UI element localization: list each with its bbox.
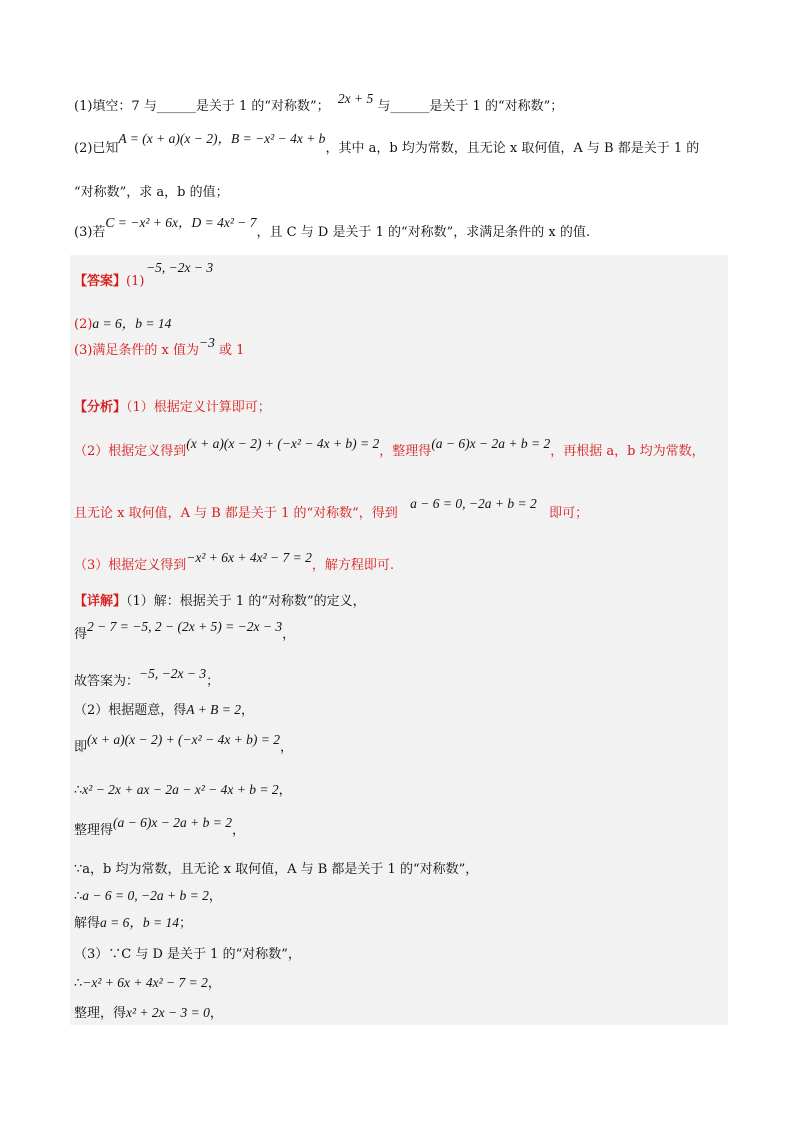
analysis-p3-prefix: 且无论 x 取何值，A 与 B 都是关于 1 的“对称数”，得到 — [74, 506, 398, 521]
question-2-line2 — [74, 183, 229, 203]
detail-d4-expr: A + B = 2 — [186, 702, 241, 717]
detail-line-8 — [74, 860, 478, 880]
answer-3-text: (3)满足条件的 x 值为 — [74, 343, 200, 358]
analysis-p4-expr: −x² + 6x + 4x² − 7 = 2 — [186, 550, 312, 565]
answer-label: 【答案】 — [74, 274, 127, 289]
analysis-label: 【分析】 — [74, 400, 127, 415]
q1-expr: 2x + 5 — [337, 91, 374, 106]
detail-line-12 — [74, 973, 221, 994]
detail-d13-expr: x² + 2x − 3 = 0 — [126, 1005, 210, 1020]
answer-3-expr: −3 — [199, 335, 215, 350]
detail-d2-prefix: 得 — [74, 627, 88, 642]
detail-d5-suffix: ， — [280, 740, 294, 755]
analysis-line-2 — [74, 436, 705, 462]
q1-suffix: 是关于 1 的“对称数”； — [429, 99, 564, 114]
detail-d13-prefix: 整理，得 — [74, 1006, 127, 1021]
q2-line2: “对称数”，求 a，b 的值； — [74, 185, 229, 200]
q1-prefix: (1)填空：7 与 — [74, 99, 157, 114]
detail-d3-suffix: ； — [206, 674, 220, 689]
detail-d9-expr: a − 6 = 0, −2a + b = 2 — [82, 888, 209, 903]
detail-d5-prefix: 即 — [74, 740, 88, 755]
q1-mid: 是关于 1 的“对称数”； — [195, 99, 330, 114]
analysis-p4-suffix: ，解方程即可. — [311, 558, 395, 573]
detail-d7-suffix: ， — [231, 823, 245, 838]
question-1 — [74, 91, 564, 117]
analysis-p2-expr2: (a − 6)x − 2a + b = 2 — [431, 436, 551, 451]
detail-d9-suffix: ， — [208, 889, 222, 904]
detail-line-2 — [74, 619, 296, 645]
detail-line-1 — [74, 592, 366, 612]
detail-d12-expr: −x² + 6x + 4x² − 7 = 2 — [82, 975, 208, 990]
detail-line-13 — [74, 1003, 223, 1024]
detail-d3-expr: −5, −2x − 3 — [139, 666, 207, 681]
analysis-p2-mid: ，整理得 — [379, 444, 432, 459]
q1-blank-2: ______ — [390, 99, 430, 114]
q3-prefix: (3)若 — [74, 225, 106, 240]
question-2 — [74, 131, 700, 159]
detail-d12-suffix: ， — [207, 976, 221, 991]
detail-d5-expr: (x + a)(x − 2) + (−x² − 4x + b) = 2 — [87, 732, 281, 747]
detail-line-11 — [74, 945, 301, 965]
analysis-p2-expr1: (x + a)(x − 2) + (−x² − 4x + b) = 2 — [186, 436, 380, 451]
detail-line-7 — [74, 815, 245, 841]
detail-d4-suffix: ， — [241, 703, 255, 718]
answer-2-num: (2) — [74, 317, 93, 332]
analysis-p3-expr: a − 6 = 0, −2a + b = 2 — [410, 496, 537, 511]
analysis-p2-suffix: ，再根据 a，b 均为常数， — [550, 444, 705, 459]
detail-line-3 — [74, 666, 220, 692]
detail-d12-prefix: ∴ — [74, 976, 83, 991]
detail-line-4 — [74, 700, 254, 721]
answer-1-expr-line — [146, 258, 213, 279]
detail-line-9 — [74, 886, 222, 907]
detail-d7-prefix: 整理得 — [74, 823, 114, 838]
detail-d10-suffix: ； — [179, 916, 193, 931]
detail-d6-suffix: ， — [278, 783, 292, 798]
detail-label: 【详解】 — [74, 594, 127, 609]
analysis-p2-prefix: （2）根据定义得到 — [74, 444, 187, 459]
q1-blank-1: ______ — [156, 99, 196, 114]
answer-1-expr: −5, −2x − 3 — [146, 260, 214, 275]
answer-line-2 — [74, 314, 171, 335]
question-3 — [74, 215, 591, 243]
answer-3-tail: 或 1 — [214, 343, 245, 358]
detail-d9-prefix: ∴ — [74, 889, 83, 904]
detail-d4-prefix: （2）根据题意，得 — [74, 703, 187, 718]
detail-d11: （3）∵C 与 D 是关于 1 的“对称数”， — [74, 947, 301, 962]
detail-d13-suffix: ， — [209, 1006, 223, 1021]
detail-d1: （1）解：根据关于 1 的“对称数”的定义， — [126, 594, 366, 609]
detail-d10-expr: a = 6，b = 14 — [100, 915, 179, 930]
analysis-line-1 — [74, 398, 271, 418]
detail-d7-expr: (a − 6)x − 2a + b = 2 — [113, 815, 232, 830]
q2-expr: A = (x + a)(x − 2)，B = −x² − 4x + b — [118, 131, 326, 146]
q3-suffix: ，且 C 与 D 是关于 1 的“对称数”，求满足条件的 x 的值. — [256, 225, 591, 240]
q2-suffix: ，其中 a，b 均为常数，且无论 x 取何值，A 与 B 都是关于 1 的 — [325, 141, 700, 156]
analysis-p1: （1）根据定义计算即可； — [126, 400, 271, 415]
answer-line-1 — [74, 272, 144, 292]
analysis-p4-prefix: （3）根据定义得到 — [74, 558, 187, 573]
detail-d2-suffix: ， — [282, 627, 296, 642]
detail-line-10 — [74, 913, 192, 934]
detail-line-5 — [74, 732, 294, 758]
q3-expr: C = −x² + 6x，D = 4x² − 7 — [105, 215, 257, 230]
detail-d3-prefix: 故答案为： — [74, 674, 140, 689]
detail-d6-expr: x² − 2x + ax − 2a − x² − 4x + b = 2 — [82, 782, 279, 797]
analysis-p3-suffix: 即可； — [549, 506, 589, 521]
answer-1-num: (1) — [126, 274, 145, 289]
detail-d6-prefix: ∴ — [74, 783, 83, 798]
detail-d10-prefix: 解得 — [74, 916, 101, 931]
q1-yu: 与 — [373, 99, 391, 114]
detail-d2-expr: 2 − 7 = −5, 2 − (2x + 5) = −2x − 3 — [87, 619, 283, 634]
detail-d8: ∵a，b 均为常数，且无论 x 取何值，A 与 B 都是关于 1 的“对称数”， — [74, 862, 479, 877]
analysis-line-4 — [74, 550, 395, 576]
q2-prefix: (2)已知 — [74, 141, 119, 156]
answer-2-expr: a = 6，b = 14 — [92, 316, 172, 331]
answer-line-3 — [74, 335, 245, 361]
analysis-line-3 — [74, 496, 589, 524]
detail-line-6 — [74, 780, 292, 801]
